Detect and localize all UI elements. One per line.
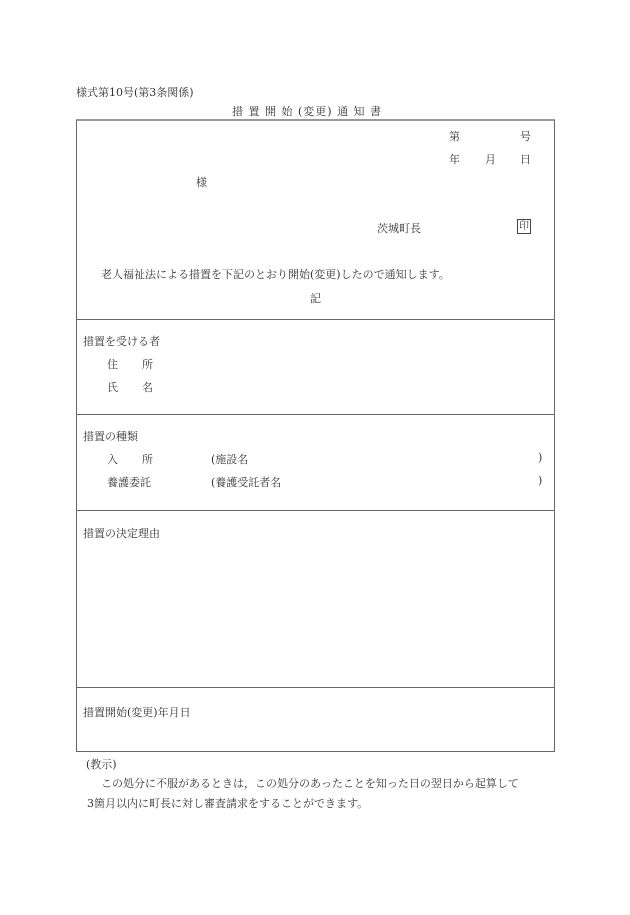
ki-label: 記 <box>310 292 321 305</box>
start-date-label: 措置開始(変更)年月日 <box>83 706 191 719</box>
number-prefix: 第 <box>449 130 460 143</box>
admission-label-a: 入 <box>107 453 118 466</box>
divider <box>77 319 554 320</box>
address-label-b: 所 <box>142 358 153 371</box>
facility-name-field: (施設名 <box>211 453 249 466</box>
notice-heading: (教示) <box>86 758 117 771</box>
issuer: 茨城町長 <box>377 222 421 235</box>
notice-line-1: この処分に不服があるときは，この処分のあったことを知った日の翌日から起算して <box>101 777 519 790</box>
admission-label-b: 所 <box>142 453 153 466</box>
month-label: 月 <box>485 153 496 166</box>
trustee-name-field: (養護受託者名 <box>211 476 282 489</box>
close-paren: ) <box>538 474 543 487</box>
day-label: 日 <box>520 153 531 166</box>
year-label: 年 <box>449 153 460 166</box>
divider <box>77 687 554 688</box>
name-label-a: 氏 <box>107 381 118 394</box>
page-title: 措 置 開 始 (変更) 通 知 書 <box>232 105 383 118</box>
recipient-label: 措置を受ける者 <box>83 335 160 348</box>
notice-line-2: 3箇月以内に町長に対し審査請求をすることができます。 <box>87 797 369 810</box>
form-table <box>76 119 555 752</box>
close-paren: ) <box>538 451 543 464</box>
divider <box>77 414 554 415</box>
divider <box>77 510 554 511</box>
reason-label: 措置の決定理由 <box>83 527 160 540</box>
type-label: 措置の種類 <box>83 430 138 443</box>
name-label-b: 名 <box>142 381 153 394</box>
address-label-a: 住 <box>107 358 118 371</box>
form-number: 様式第10号(第3条関係) <box>76 86 194 99</box>
number-suffix: 号 <box>520 130 531 143</box>
body-text: 老人福祉法による措置を下記のとおり開始(変更)したので通知します。 <box>101 268 450 281</box>
recipient-suffix: 様 <box>196 176 207 189</box>
commission-label: 養護委託 <box>107 476 151 489</box>
seal-mark: 印 <box>519 221 529 232</box>
